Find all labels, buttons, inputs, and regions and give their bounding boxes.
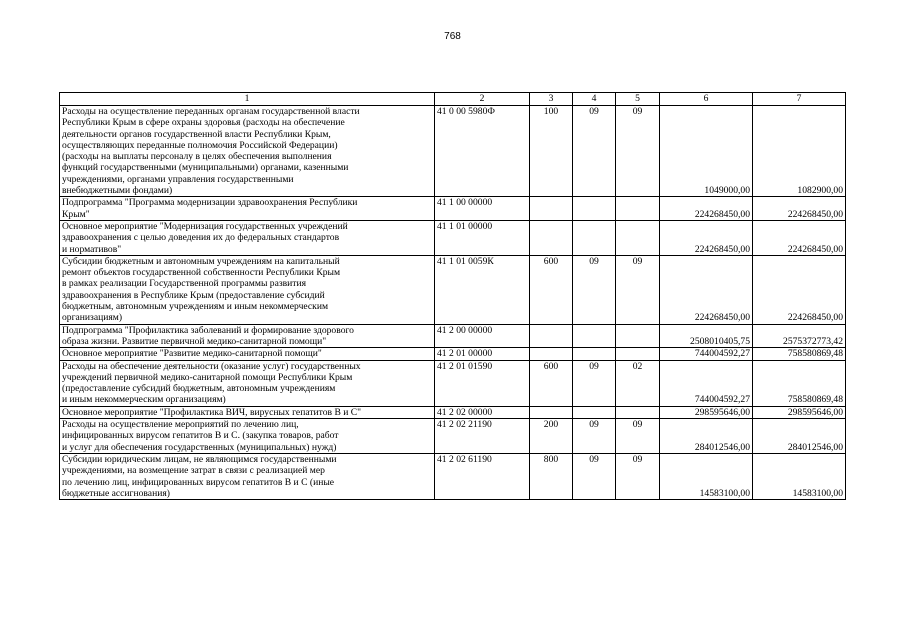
table-row xyxy=(60,360,846,406)
row-code-cell: 41 2 02 00000 xyxy=(435,406,530,418)
row-name-cell: Субсидии юридическим лицам, не являющимся государственными учреждениями, на возмещение затрат в связи с реализацией мер по лечению лиц, инфицированных вирусом гепатитов В и С (иные бюджетные ассигнования) xyxy=(60,453,435,499)
row-amount-year1-cell: 224268450,00 xyxy=(660,255,753,324)
row-section-cell xyxy=(573,220,616,255)
row-amount-year1-cell: 744004592,27 xyxy=(660,360,753,406)
row-amount-year1-cell: 14583100,00 xyxy=(660,453,753,499)
column-header: 7 xyxy=(753,93,846,106)
table-row xyxy=(60,255,846,324)
row-amount-year2-cell: 758580869,48 xyxy=(753,360,846,406)
row-code-cell: 41 1 01 0059К xyxy=(435,255,530,324)
row-amount-year1-cell: 2508010405,75 xyxy=(660,324,753,348)
column-header: 4 xyxy=(573,93,616,106)
row-amount-year2-cell: 758580869,48 xyxy=(753,348,846,360)
table-row xyxy=(60,324,846,348)
row-amount-year2-cell: 284012546,00 xyxy=(753,419,846,454)
row-code-cell: 41 2 02 21190 xyxy=(435,419,530,454)
row-code-cell: 41 1 00 00000 xyxy=(435,197,530,221)
page-number: 768 xyxy=(444,31,461,42)
row-section-cell: 09 xyxy=(573,106,616,197)
row-amount-year1-cell: 224268450,00 xyxy=(660,197,753,221)
row-amount-year2-cell: 224268450,00 xyxy=(753,220,846,255)
column-header: 3 xyxy=(530,93,573,106)
row-amount-year2-cell: 2575372773,42 xyxy=(753,324,846,348)
row-subsection-cell: 09 xyxy=(616,255,660,324)
row-amount-year1-cell: 1049000,00 xyxy=(660,106,753,197)
row-subsection-cell: 02 xyxy=(616,360,660,406)
row-expense-type-cell xyxy=(530,348,573,360)
row-name-cell: Расходы на обеспечение деятельности (оказание услуг) государственных учреждений первичной медико-санитарной помощи Республики Крым (предоставление субсидий бюджетным, автономным учреждениям и иным некоммерческим организациям) xyxy=(60,360,435,406)
column-header: 5 xyxy=(616,93,660,106)
row-section-cell xyxy=(573,197,616,221)
row-amount-year1-cell: 284012546,00 xyxy=(660,419,753,454)
row-subsection-cell xyxy=(616,197,660,221)
row-section-cell xyxy=(573,406,616,418)
row-expense-type-cell: 600 xyxy=(530,360,573,406)
row-expense-type-cell: 200 xyxy=(530,419,573,454)
row-subsection-cell xyxy=(616,324,660,348)
row-expense-type-cell xyxy=(530,197,573,221)
row-subsection-cell: 09 xyxy=(616,106,660,197)
row-expense-type-cell xyxy=(530,406,573,418)
column-header: 2 xyxy=(435,93,530,106)
row-code-cell: 41 2 00 00000 xyxy=(435,324,530,348)
row-subsection-cell xyxy=(616,406,660,418)
row-amount-year2-cell: 224268450,00 xyxy=(753,255,846,324)
row-expense-type-cell xyxy=(530,324,573,348)
row-section-cell: 09 xyxy=(573,255,616,324)
row-code-cell: 41 2 02 61190 xyxy=(435,453,530,499)
row-amount-year2-cell: 1082900,00 xyxy=(753,106,846,197)
row-subsection-cell xyxy=(616,220,660,255)
row-expense-type-cell: 600 xyxy=(530,255,573,324)
row-code-cell: 41 2 01 00000 xyxy=(435,348,530,360)
row-name-cell: Основное мероприятие "Модернизация государственных учреждений здравоохранения с целью доведения их до федеральных стандартов и нормативов" xyxy=(60,220,435,255)
row-name-cell: Основное мероприятие "Профилактика ВИЧ, вирусных гепатитов В и С" xyxy=(60,406,435,418)
row-section-cell: 09 xyxy=(573,419,616,454)
table-row xyxy=(60,453,846,499)
row-name-cell: Подпрограмма "Профилактика заболеваний и формирование здорового образа жизни. Развитие первичной медико-санитарной помощи" xyxy=(60,324,435,348)
column-header: 6 xyxy=(660,93,753,106)
table-row xyxy=(60,419,846,454)
table-row xyxy=(60,197,846,221)
table-row xyxy=(60,220,846,255)
row-amount-year1-cell: 298595646,00 xyxy=(660,406,753,418)
table-row xyxy=(60,106,846,197)
row-subsection-cell: 09 xyxy=(616,419,660,454)
row-name-cell: Субсидии бюджетным и автономным учреждениям на капитальный ремонт объектов государственной собственности Республики Крым в рамках реализации Государственной программы развития здравоохранения в Республике Крым (предоставление субсидий бюджетным, автономным учреждениям и иным некоммерческим организациям) xyxy=(60,255,435,324)
row-amount-year2-cell: 298595646,00 xyxy=(753,406,846,418)
row-subsection-cell: 09 xyxy=(616,453,660,499)
row-amount-year1-cell: 744004592,27 xyxy=(660,348,753,360)
row-name-cell: Подпрограмма "Программа модернизации здравоохранения Республики Крым" xyxy=(60,197,435,221)
row-name-cell: Расходы на осуществление переданных органам государственной власти Республики Крым в сфере охраны здоровья (расходы на обеспечение деятельности органов государственной власти Республики Крым, осуществляющих переданные полномочия Российской Федерации) (расходы на выплаты персоналу в целях обеспечения выполнения функций государственными (муниципальными) органами, казенными учреждениями, органами управления государственными внебюджетными фондами) xyxy=(60,106,435,197)
row-section-cell xyxy=(573,348,616,360)
row-amount-year1-cell: 224268450,00 xyxy=(660,220,753,255)
table-row xyxy=(60,406,846,418)
row-expense-type-cell xyxy=(530,220,573,255)
row-name-cell: Расходы на осуществление мероприятий по лечению лиц, инфицированных вирусом гепатитов В и С. (закупка товаров, работ и услуг для обеспечения государственных (муниципальных) нужд) xyxy=(60,419,435,454)
row-code-cell: 41 0 00 5980Ф xyxy=(435,106,530,197)
row-section-cell: 09 xyxy=(573,360,616,406)
table-row xyxy=(60,348,846,360)
row-expense-type-cell: 800 xyxy=(530,453,573,499)
budget-table xyxy=(59,92,846,500)
row-code-cell: 41 2 01 01590 xyxy=(435,360,530,406)
column-header: 1 xyxy=(60,93,435,106)
row-amount-year2-cell: 224268450,00 xyxy=(753,197,846,221)
row-section-cell xyxy=(573,324,616,348)
table-header-row xyxy=(60,93,846,106)
row-expense-type-cell: 100 xyxy=(530,106,573,197)
row-subsection-cell xyxy=(616,348,660,360)
row-amount-year2-cell: 14583100,00 xyxy=(753,453,846,499)
row-name-cell: Основное мероприятие "Развитие медико-санитарной помощи" xyxy=(60,348,435,360)
row-code-cell: 41 1 01 00000 xyxy=(435,220,530,255)
row-section-cell: 09 xyxy=(573,453,616,499)
